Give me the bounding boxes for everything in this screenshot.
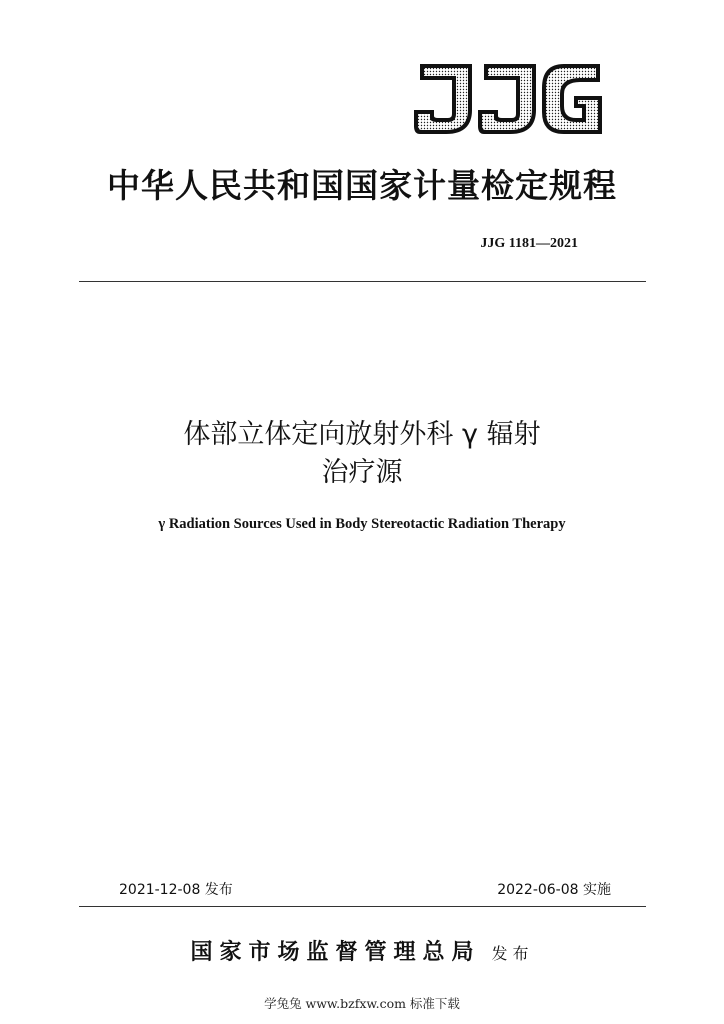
jjg-logo-icon [408,60,608,140]
chinese-title-line-1: 体部立体定向放射外科 γ 辐射 [183,419,541,450]
publisher-line [0,935,724,966]
chinese-title-line-2: 治疗源 [321,457,403,488]
release-date: 2021-12-08 发布 [119,882,233,898]
standard-number: JJG 1181—2021 [480,236,578,251]
english-title: γ Radiation Sources Used in Body Stereotactic Radiation Therapy [158,516,566,532]
effective-date: 2022-06-08 实施 [497,882,611,898]
watermark-text: 学兔兔 www.bzfxw.com 标准下载 [264,996,460,1011]
publisher-name: 国家市场监督管理总局 [190,939,481,965]
publisher-action: 发布 [491,944,534,963]
header-divider [79,281,646,282]
regulation-category-title: 中华人民共和国国家计量检定规程 [107,166,617,205]
footer-divider [79,906,646,907]
